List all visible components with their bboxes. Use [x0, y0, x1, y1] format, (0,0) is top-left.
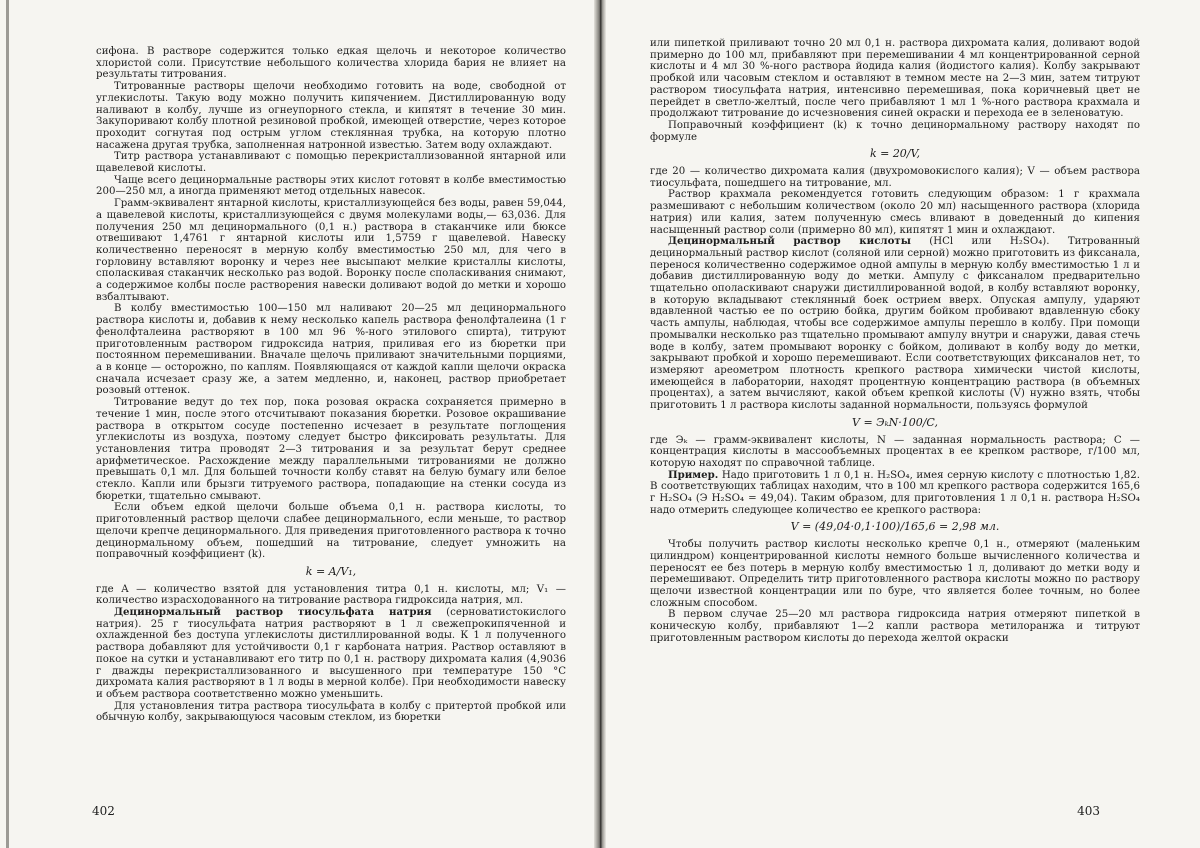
- paragraph: [650, 166, 1140, 189]
- paragraph-text: (HCl или H₂SO₄). Титрованный децинормальный раствор кислот (соляной или серной) можно приготовить из фиксанала, перенося количественно содержимое одной ампулы в мерную колбу вместимостью 1 л и добавив дистиллированную воду до метки. Ампулу с фиксаналом предварительно тщательно ополаскивают снаружи дистиллированной водой, в колбу вставляют воронку, в которую вкладывают стеклянный боек острием вверх. Опуская ампулу, ударяют вдавленной частью ее по острию бойка, другим бойком пробивают вдавленную сбоку часть ампулы, наблюдая, чтобы все содержимое ампулы перешло в колбу. При помощи промывалки несколько раз тщательно промывают ампулу внутри и снаружи, давая стечь воде в колбу, затем промывают воронку с бойком, доливают в колбу воду до метки, закрывают пробкой и хорошо перемешивают. Если соответствующих фиксаналов нет, то измеряют ареометром плотность крепкого раствора химически чистой кислоты, имеющейся в лаборатории, находят процентную концентрацию раствора (в объемных процентах), а затем вычисляют, какой объем крепкой кислоты (V) нужно взять, чтобы приготовить 1 л раствора кислоты заданной нормальности, пользуясь формулой: [650, 236, 1140, 412]
- paragraph-text: Грамм-эквивалент янтарной кислоты, кристаллизующейся без воды, равен 59,044, а щавелевой кислоты, кристаллизующейся с двумя молекулами воды,— 63,036. Для получения 250 мл децинормального (0,1 н.) раствора в стаканчике или бюксе отвешивают 1,4761 г янтарной кислоты или 1,5759 г щавелевой. Навеску количественно переносят в мерную колбу вместимостью 250 мл, для чего в горловину вставляют воронку и через нее высыпают мелкие кристаллы кислоты, споласкивая стаканчик несколько раз водой. Воронку после споласкивания снимают, а содержимое колбы после растворения навески доливают водой до метки и хорошо взбалтывают.: [96, 198, 566, 303]
- paragraph: [650, 189, 1140, 236]
- paragraph: [650, 38, 1140, 120]
- right-text-column: [650, 38, 1140, 644]
- paragraph: [650, 539, 1140, 609]
- formula: [650, 417, 1140, 429]
- left-page: [0, 0, 598, 848]
- paragraph-text: k = A/V₁,: [305, 564, 357, 578]
- paragraph-text: сифона. В растворе содержится только едкая щелочь и некоторое количество хлористой соли. Присутствие небольшого количества хлорида бария не влияет на результаты титрования.: [96, 46, 566, 81]
- paragraph-text: В колбу вместимостью 100—150 мл наливают 20—25 мл децинормального раствора кислоты и, добавив к нему несколько капель раствора фенолфталеина (1 г фенолфталеина растворяют в 100 мл 96 %-ного этилового спирта), титруют приготовленным раствором гидроксида натрия, приливая его из бюретки при постоянном перемешивании. Вначале щелочь приливают значительными порциями, а в конце — осторожно, по каплям. Появляющаяся от каждой капли щелочи окраска сначала исчезает сразу же, а затем медленно, и, наконец, раствор приобретает розовый оттенок.: [96, 303, 566, 397]
- paragraph-text: Титрованные растворы щелочи необходимо готовить на воде, свободной от углекислоты. Такую воду можно получить кипячением. Дистиллированную воду наливают в колбу, лучше из огнеупорного стекла, и кипятят в течение 30 мин. Закупоривают колбу плотной резиновой пробкой, имеющей отверстие, через которое проходит согнутая под острым углом стеклянная трубка, на которую плотно насажена другая трубка, заполненная натронной известью. Затем воду охлаждают.: [96, 81, 566, 151]
- paragraph: [650, 120, 1140, 143]
- paragraph: [96, 175, 566, 198]
- page-number-right: 403: [1077, 804, 1100, 818]
- paragraph: [96, 81, 566, 151]
- paragraph-text: k = 20/V,: [869, 147, 921, 161]
- paragraph: [96, 303, 566, 397]
- right-page: [602, 0, 1200, 848]
- paragraph-text: где 20 — количество дихромата калия (двухромовокислого калия); V — объем раствора тиосульфата, пошедшего на титрование, мл.: [650, 166, 1140, 189]
- paragraph-text: или пипеткой приливают точно 20 мл 0,1 н. раствора дихромата калия, доливают водой примерно до 100 мл, прибавляют при перемешивании 4 мл концентрированной серной кислоты и 4 мл 30 %-ного раствора йодида калия (йодистого калия). Колбу закрывают пробкой или часовым стеклом и оставляют в темном месте на 2—3 мин, затем титруют раствором тиосульфата натрия, интенсивно перемешивая, пока коричневый цвет не перейдет в светло-желтый, после чего прибавляют 1 мл 1 %-ного раствора крахмала и продолжают титрование до исчезновения синей окраски и перехода ее в зеленоватую.: [650, 38, 1140, 120]
- paragraph-text: Чаще всего децинормальные растворы этих кислот готовят в колбе вместимостью 200—250 мл, а иногда применяют метод отдельных навесок.: [96, 174, 566, 198]
- paragraph-text: (серноватистокислого натрия). 25 г тиосульфата натрия растворяют в 1 л свежепрокипяченной и охлажденной без доступа углекислоты дистиллированной воды. К 1 л полученного раствора добавляют для устойчивости 0,1 г карбоната натрия. Раствор оставляют в покое на сутки и устанавливают его титр по 0,1 н. раствору дихромата калия (4,9036 г дважды перекристаллизованного и высушенного при температуре 150 °С дихромата калия растворяют в 1 л воды в мерной колбе). При необходимости навеску и объем раствора соответственно можно уменьшить.: [96, 607, 566, 700]
- formula: [650, 148, 1140, 160]
- paragraph-text: Титрование ведут до тех пор, пока розовая окраска сохраняется примерно в течение 1 мин, после этого отсчитывают показания бюретки. Розовое окрашивание раствора в открытом сосуде постепенно исчезает в результате поглощения углекислоты из воздуха, поэтому следует быстро фиксировать результаты. Для установления титра проводят 2—3 титрования и за результат берут среднее арифметическое. Расхождение между параллельными титрованиями не должно превышать 0,1 мл. Для большей точности колбу ставят на белую бумагу или белое стекло. Капли или брызги титруемого раствора, попадающие на стенки сосуда из бюретки, тщательно смывают.: [96, 397, 566, 502]
- paragraph: [650, 470, 1140, 517]
- paragraph-text: Раствор крахмала рекомендуется готовить следующим образом: 1 г крахмала размешивают с небольшим количеством (около 20 мл) насыщенного раствора (хлорида натрия) или калия, затем полученную смесь вливают в доведенный до кипения насыщенный раствор соли (примерно 80 мл), кипятят 1 мин и охлаждают.: [650, 189, 1140, 236]
- paragraph: [650, 609, 1140, 644]
- formula: [96, 566, 566, 578]
- book-gutter: [594, 0, 606, 848]
- paragraph-text: Для установления титра раствора тиосульфата в колбу с притертой пробкой или обычную колбу, закрывающуюся часовым стеклом, из бюретки: [96, 700, 566, 724]
- paragraph: [96, 151, 566, 174]
- paragraph-text: V = ЭₖN·100/C,: [852, 415, 938, 429]
- paragraph-text: V = (49,04·0,1·100)/165,6 = 2,98 мл.: [790, 520, 1000, 534]
- bold-heading: Децинормальный раствор тиосульфата натрия: [114, 606, 432, 619]
- paragraph: [96, 46, 566, 81]
- paragraph-text: где Эₖ — грамм-эквивалент кислоты, N — заданная нормальность раствора; C — концентрация кислоты в массообъемных процентах в ее крепком растворе, г/100 мл, которую находят по справочной таблице.: [650, 434, 1140, 469]
- page-number-left: 402: [92, 804, 115, 818]
- paragraph: [650, 435, 1140, 470]
- paragraph-text: Если объем едкой щелочи больше объема 0,1 н. раствора кислоты, то приготовленный раствор щелочи слабее децинормального, если меньше, то раствор щелочи крепче децинормального. Для приведения приготовленного раствора к точно децинормальному объем, пошедший на титрование, следует умножить на поправочный коэффициент (k).: [96, 502, 566, 561]
- bold-heading: Децинормальный раствор кислоты: [668, 235, 911, 248]
- paragraph-text: Надо приготовить 1 л 0,1 н. H₂SO₄, имея серную кислоту с плотностью 1,82. В соответствующих таблицах находим, что в 100 мл крепкого раствора содержится 165,6 г H₂SO₄ (Э H₂SO₄ = 49,04). Таким образом, для приготовления 1 л 0,1 н. раствора H₂SO₄ надо отмерить следующее количество ее крепкого раствора:: [650, 469, 1140, 516]
- paragraph: [96, 584, 566, 607]
- paragraph-text: где A — количество взятой для установления титра 0,1 н. кислоты, мл; V₁ — количество израсходованного на титрование раствора гидроксида натрия, мл.: [96, 583, 566, 607]
- paragraph-text: Титр раствора устанавливают с помощью перекристаллизованной янтарной или щавелевой кислоты.: [96, 151, 566, 175]
- formula: [650, 521, 1140, 533]
- paragraph: [96, 607, 566, 701]
- paragraph: [96, 397, 566, 502]
- paragraph: [650, 236, 1140, 412]
- paragraph-text: Чтобы получить раствор кислоты несколько крепче 0,1 н., отмеряют (маленьким цилиндром) концентрированной кислоты немного больше вычисленного количества и переносят ее без потерь в мерную колбу вместимостью 1 л, доливают до метки воду и перемешивают. Определить титр приготовленного раствора кислоты можно по раствору щелочи известной концентрации или по буре, что является более точным, но более сложным способом.: [650, 539, 1140, 609]
- left-text-column: [96, 46, 566, 724]
- paragraph-text: В первом случае 25—20 мл раствора гидроксида натрия отмеряют пипеткой в коническую колбу, прибавляют 1—2 капли раствора метилоранжа и титруют приготовленным раствором кислоты до перехода желтой окраски: [650, 609, 1140, 644]
- paragraph: [96, 198, 566, 303]
- paragraph: [96, 701, 566, 724]
- paragraph-text: Поправочный коэффициент (k) к точно децинормальному раствору находят по формуле: [650, 119, 1140, 143]
- paragraph: [96, 502, 566, 561]
- page-edge: [6, 0, 9, 848]
- bold-heading: Пример.: [668, 468, 719, 481]
